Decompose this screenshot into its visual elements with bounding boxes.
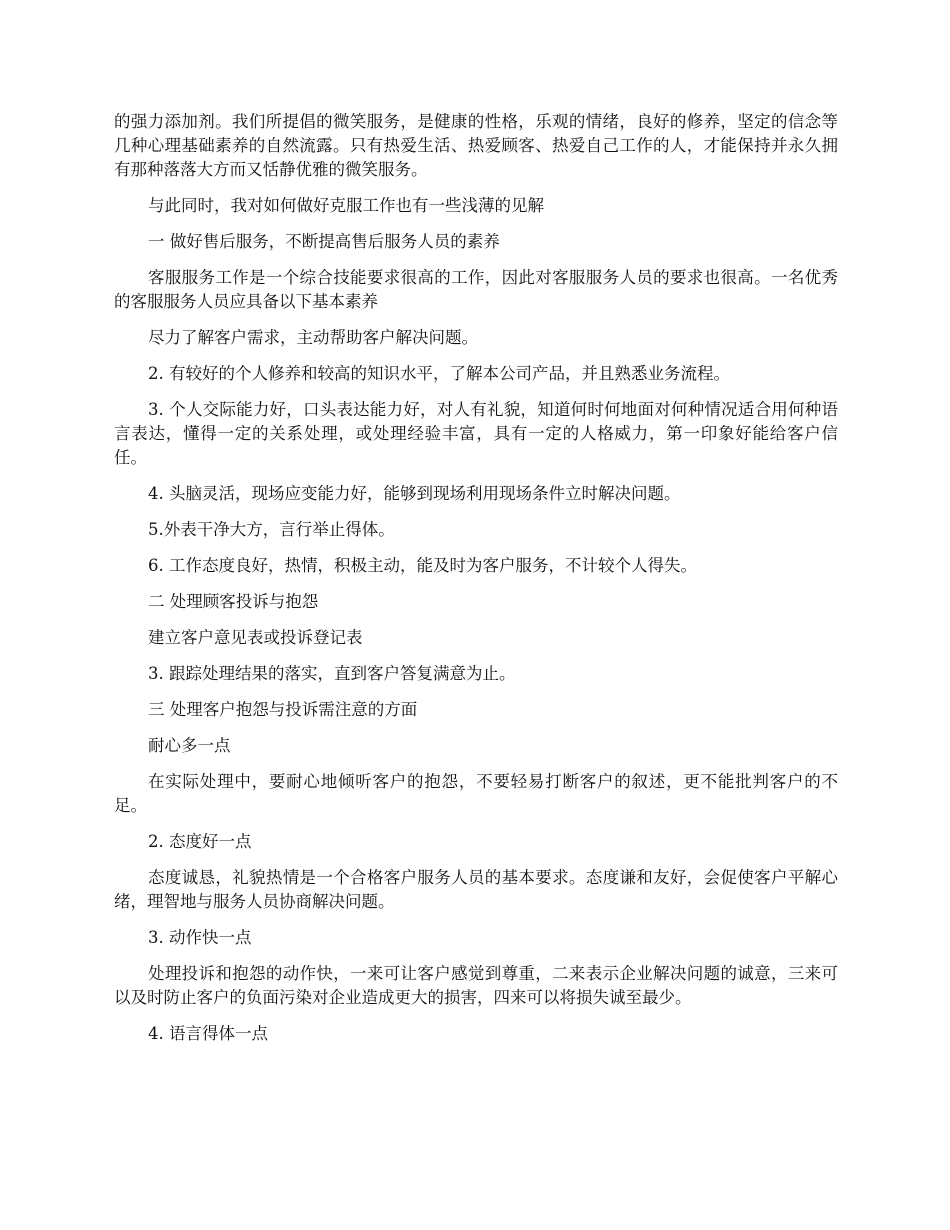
document-body bbox=[114, 110, 838, 1058]
subheading-speed: 3. 动作快一点 bbox=[148, 928, 252, 947]
subheading-attitude: 2. 态度好一点 bbox=[148, 832, 252, 851]
list-item-6: 6. 工作态度良好，热情，积极主动，能及时为客户服务，不计较个人得失。 bbox=[148, 556, 697, 575]
list-item-1: 尽力了解客户需求，主动帮助客户解决问题。 bbox=[148, 328, 478, 347]
section-heading-one: 一 做好售后服务，不断提高售后服务人员的素养 bbox=[148, 232, 500, 251]
list-item-5: 5.外表干净大方，言行举止得体。 bbox=[148, 520, 395, 539]
subheading-patience: 耐心多一点 bbox=[148, 736, 231, 755]
subheading-language: 4. 语言得体一点 bbox=[148, 1024, 268, 1043]
list-item-complaint-3: 3. 跟踪处理结果的落实，直到客户答复满意为止。 bbox=[148, 664, 516, 683]
list-item-3: 3. 个人交际能力好，口头表达能力好，对人有礼貌，知道何时何地面对何种情况适合用何种语言表达，懂得一定的关系处理，或处理经验丰富，具有一定的人格威力，第一印象好能给客户信任。 bbox=[114, 400, 838, 467]
paragraph-opinion-intro: 与此同时，我对如何做好克服工作也有一些浅薄的见解 bbox=[148, 196, 544, 215]
paragraph-requirements: 客服服务工作是一个综合技能要求很高的工作，因此对客服服务人员的要求也很高。一名优秀的客服服务人员应具备以下基本素养 bbox=[114, 268, 838, 311]
paragraph-intro-continuation: 的强力添加剂。我们所提倡的微笑服务，是健康的性格，乐观的情绪，良好的修养，坚定的信念等几种心理基础素养的自然流露。只有热爱生活、热爱顾客、热爱自己工作的人，才能保持并永久拥有那种落落大方而又恬静优雅的微笑服务。 bbox=[114, 112, 838, 179]
paragraph-patience: 在实际处理中，要耐心地倾听客户的抱怨，不要轻易打断客户的叙述，更不能批判客户的不足。 bbox=[114, 772, 838, 815]
list-item-4: 4. 头脑灵活，现场应变能力好，能够到现场利用现场条件立时解决问题。 bbox=[148, 484, 681, 503]
paragraph-attitude: 态度诚恳，礼貌热情是一个合格客户服务人员的基本要求。态度谦和友好，会促使客户平解心绪，理智地与服务人员协商解决问题。 bbox=[114, 868, 838, 911]
list-item-2: 2. 有较好的个人修养和较高的知识水平，了解本公司产品，并且熟悉业务流程。 bbox=[148, 364, 730, 383]
paragraph-speed: 处理投诉和抱怨的动作快，一来可让客户感觉到尊重，二来表示企业解决问题的诚意，三来可以及时防止客户的负面污染对企业造成更大的损害，四来可以将损失诚至最少。 bbox=[114, 964, 838, 1007]
section-heading-two: 二 处理顾客投诉与抱怨 bbox=[148, 592, 319, 611]
section-heading-three: 三 处理客户抱怨与投诉需注意的方面 bbox=[148, 700, 418, 719]
list-item-complaint-1: 建立客户意见表或投诉登记表 bbox=[148, 628, 363, 647]
